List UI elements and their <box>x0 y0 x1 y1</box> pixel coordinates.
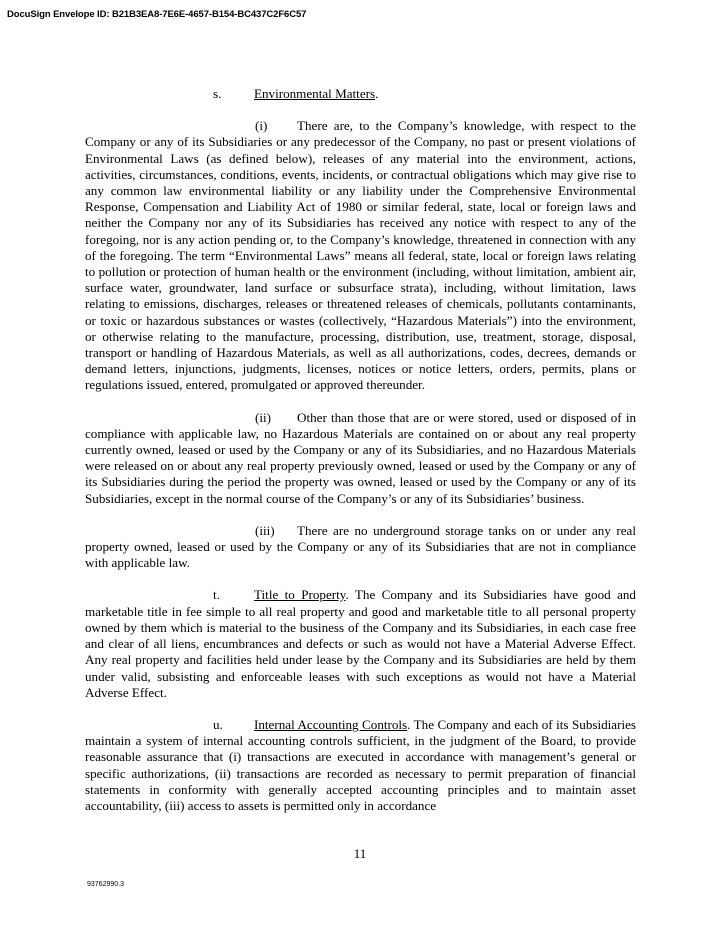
paragraph-text: There are no underground storage tanks on or under any real property owned, leased or used by the Company or any of its Subsidiaries that are not in compliance with applicable law. <box>85 522 636 571</box>
section-s-title: Environmental Matters <box>254 86 376 101</box>
section-u <box>85 717 636 814</box>
section-u-letter: u. <box>213 716 223 732</box>
paragraph-s-i <box>85 118 636 393</box>
section-s-letter: s. <box>213 86 222 101</box>
section-u-title: Internal Accounting Controls <box>254 716 408 732</box>
paragraph-s-iii <box>85 523 636 572</box>
section-t-text: . The Company and its Subsidiaries have good and marketable title in fee simple to all real property and good and marketable title to all personal property owned by them which is material to the business of the Company and its Subsidiaries, in each case free and clear of all liens, encumbrances and defects or such as would not have a Material Adverse Effect. Any real property and facilities held under lease by the Company and its Subsidiaries are held by them under valid, subsisting and enforceable leases with such exceptions as would not have a Material Adverse Effect. <box>85 587 636 700</box>
document-number: 93762990.3 <box>87 881 124 888</box>
paragraph-text: Other than those that are or were stored, used or disposed of in compliance with applicable law, no Hazardous Materials are contained on or about any real property currently owned, leased or used by the Company or any of its Subsidiaries, and no Hazardous Materials were released on or about any real property previously owned, leased or used by the Company or any of its Subsidiaries during the period the property was owned, leased or used by the Company or any of its Subsidiaries, except in the normal course of the Company’s or any of its Subsidiaries’ business. <box>85 409 636 506</box>
page-number: 11 <box>353 846 367 861</box>
paragraph-number: (iii) <box>255 522 275 538</box>
docusign-envelope-id: DocuSign Envelope ID: B21B3EA8-7E6E-4657-B154-BC437C2F6C57 <box>7 9 307 20</box>
section-u-text: . The Company and each of its Subsidiaries maintain a system of internal accounting controls sufficient, in the judgment of the Board, to provide reasonable assurance that (i) transactions are executed in accordance with management’s general or specific authorizations, (ii) transactions are recorded as necessary to permit preparation of financial statements in conformity with generally accepted accounting principles and to maintain asset accountability, (iii) access to assets is permitted only in accordance <box>85 716 637 813</box>
paragraph-s-ii <box>85 410 636 507</box>
section-t <box>85 587 636 700</box>
paragraph-number: (ii) <box>255 409 271 425</box>
section-s-heading: s. Environmental Matters. <box>213 86 379 101</box>
paragraph-number: (i) <box>255 118 268 134</box>
section-t-letter: t. <box>213 587 220 603</box>
section-t-title: Title to Property <box>254 587 346 603</box>
document-body <box>85 86 636 830</box>
paragraph-text: There are, to the Company’s knowledge, with respect to the Company or any of its Subsidiaries or any predecessor of the Company, no past or present violations of Environmental Laws (as defined below), releases of any material into the environment, actions, activities, circumstances, conditions, events, incidents, or contractual obligations which may give rise to any common law environmental liability or any liability under the Comprehensive Environmental Response, Compensation and Liability Act of 1980 or similar federal, state, local or foreign laws and neither the Company nor any of its Subsidiaries has received any notice with respect to any of the foregoing, nor is any action pending or, to the Company’s knowledge, threatened in connection with any of the foregoing. The term “Environmental Laws” means all federal, state, local or foreign laws relating to pollution or protection of human health or the environment (including, without limitation, ambient air, surface water, groundwater, land surface or subsurface strata), including, without limitation, laws relating to emissions, discharges, releases or threatened releases of chemicals, pollutants contaminants, or toxic or hazardous substances or wastes (collectively, “Hazardous Materials”) into the environment, or otherwise relating to the manufacture, processing, distribution, use, treatment, storage, disposal, transport or handling of Hazardous Materials, as well as all authorizations, codes, decrees, demands or demand letters, injunctions, judgments, licenses, notices or notice letters, orders, permits, plans or regulations issued, entered, promulgated or approved thereunder. <box>85 118 636 393</box>
